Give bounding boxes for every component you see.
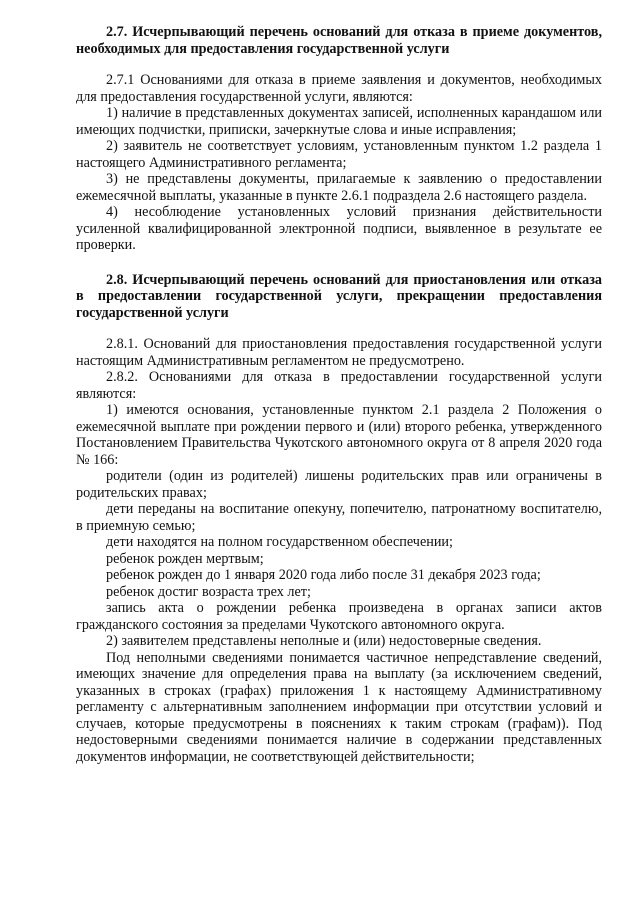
list-item: 2) заявитель не соответствует условиям, установленным пунктом 1.2 раздела 1 настоящего Административного регламента; — [76, 138, 602, 171]
list-item: 1) имеются основания, установленные пунктом 2.1 раздела 2 Положения о ежемесячной выплате при рождении первого и (или) второго ребенка, утвержденного Постановлением Правительства Чукотского автономного округа от 8 апреля 2020 года № 166: — [76, 402, 602, 468]
list-item: 1) наличие в представленных документах записей, исполненных карандашом или имеющих подчистки, приписки, зачеркнутые слова и иные исправления; — [76, 105, 602, 138]
paragraph: 2.8.2. Основаниями для отказа в предоставлении государственной услуги являются: — [76, 369, 602, 402]
list-item: запись акта о рождении ребенка произведена в органах записи актов гражданского состояния за пределами Чукотского автономного округа. — [76, 600, 602, 633]
list-item: 3) не представлены документы, прилагаемые к заявлению о предоставлении ежемесячной выплаты, указанные в пункте 2.6.1 подраздела 2.6 настоящего раздела. — [76, 171, 602, 204]
section-2-8 — [76, 272, 602, 766]
list-item: 2) заявителем представлены неполные и (или) недостоверные сведения. — [106, 633, 542, 649]
list-item: родители (один из родителей) лишены родительских прав или ограничены в родительских правах; — [76, 468, 602, 501]
section-heading: 2.8. Исчерпывающий перечень оснований для приостановления или отказа в предоставлении государственной услуги, прекращении предоставления государственной услуги — [76, 271, 602, 321]
section-2-7 — [76, 24, 602, 254]
list-item: ребенок рожден мертвым; — [106, 550, 264, 567]
paragraph: 2.7.1 Основаниями для отказа в приеме заявления и документов, необходимых для предоставления государственной услуги, являются: — [76, 72, 602, 105]
paragraph: 2.8.1. Оснований для приостановления предоставления государственной услуги настоящим Административным регламентом не предусмотрено. — [76, 336, 602, 369]
list-item: 4) несоблюдение установленных условий признания действительности усиленной квалифицированной электронной подписи, выявленное в результате ее проверки. — [76, 204, 602, 253]
list-item: дети находятся на полном государственном обеспечении; — [106, 534, 453, 550]
list-item: ребенок достиг возраста трех лет; — [106, 583, 311, 600]
list-item: дети переданы на воспитание опекуну, попечителю, патронатному воспитателю, в приемную семью; — [76, 501, 602, 534]
paragraph: Под неполными сведениями понимается частичное непредставление сведений, имеющих значение для определения права на выплату (за исключением сведений, указанных в строках (графах) приложения 1 к настоящему Административному регламенту с альтернативным заполнением информации при отсутствии условий и случаев, которые предусмотрены в пояснениях к таким строкам (графам)). Под недостоверными сведениями понимается наличие в содержании представленных документов информации, не соответствующей действительности; — [76, 649, 602, 765]
section-heading: 2.7. Исчерпывающий перечень оснований для отказа в приеме документов, необходимых для предоставления государственной услуги — [76, 24, 602, 57]
list-item: ребенок рожден до 1 января 2020 года либо после 31 декабря 2023 года; — [106, 567, 541, 583]
